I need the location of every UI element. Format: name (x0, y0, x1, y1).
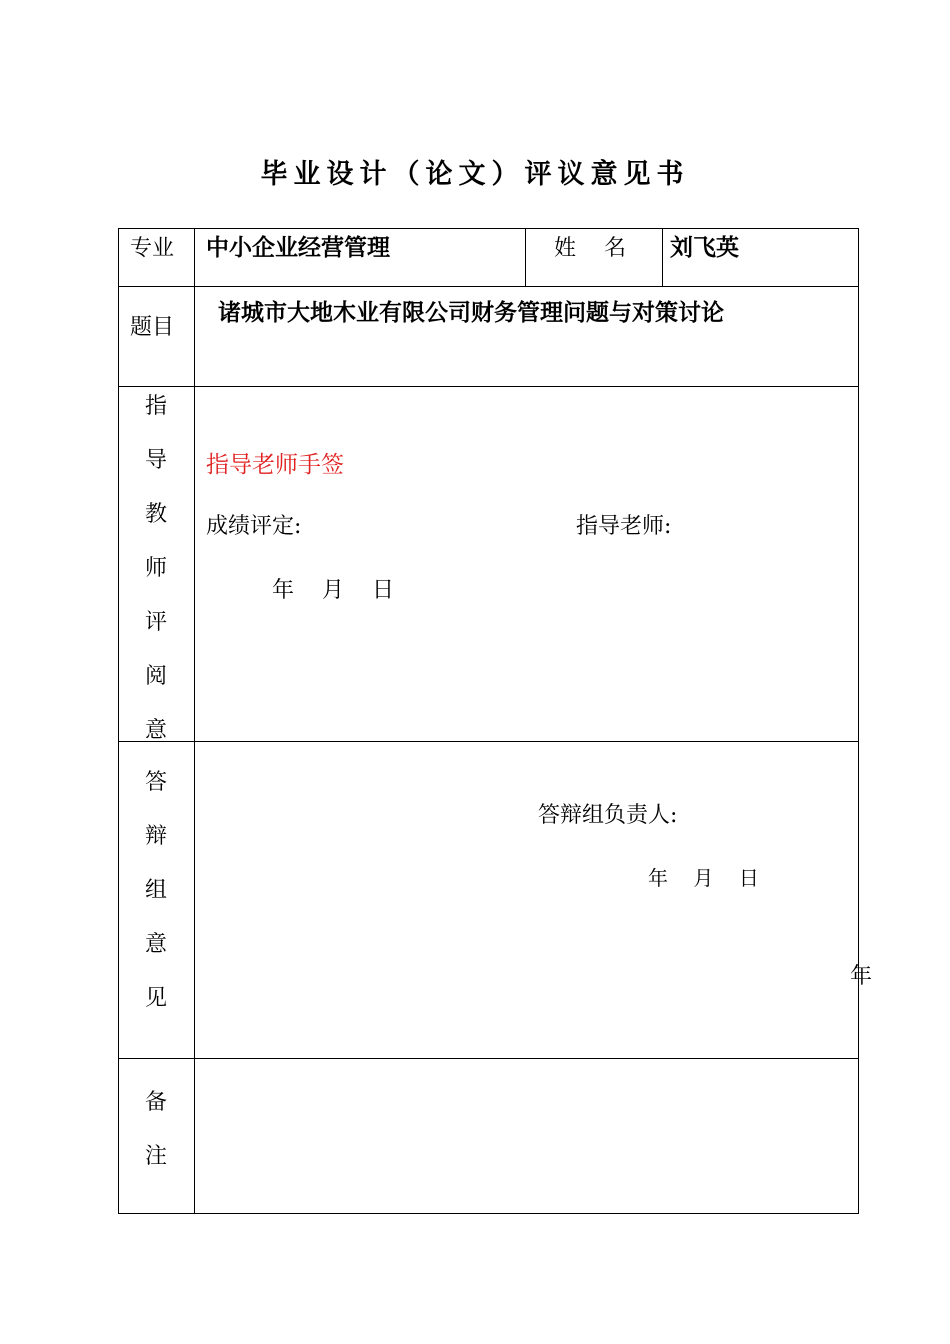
grade-label: 成绩评定: (206, 514, 302, 539)
advisor-section-label: 指 导 教 师 评 阅 意 (144, 394, 167, 743)
advisor-date: 年 月 日 (272, 578, 394, 603)
table-rule (118, 741, 859, 742)
table-column-divider (525, 228, 526, 286)
remarks-section-label: 备 注 (144, 1090, 167, 1169)
table-column-divider (662, 228, 663, 286)
topic-label: 题目 (130, 315, 175, 340)
table-border-top (118, 228, 859, 229)
signature-note: 指导老师手签 (206, 452, 344, 478)
stray-year-char: 年 (850, 964, 873, 989)
name-label: 姓 名 (554, 236, 626, 261)
table-border-left (118, 228, 119, 1214)
table-rule (118, 1058, 859, 1059)
table-rule (118, 386, 859, 387)
document-title: 毕业设计（论文）评议意见书 (260, 159, 690, 190)
topic-value: 诸城市大地木业有限公司财务管理问题与对策讨论 (218, 300, 724, 326)
defense-section-label: 答 辩 组 意 见 (144, 770, 167, 1011)
table-rule (118, 286, 859, 287)
defense-date: 年 月 日 (648, 866, 759, 890)
table-border-bottom (118, 1213, 859, 1214)
major-value: 中小企业经营管理 (206, 235, 390, 261)
table-border-right (858, 228, 859, 1214)
major-label: 专业 (130, 236, 175, 261)
defense-leader-label: 答辩组负责人: (538, 803, 678, 828)
advisor-signature-label: 指导老师: (576, 514, 672, 539)
table-column-divider (194, 228, 195, 1214)
name-value: 刘飞英 (670, 235, 739, 261)
